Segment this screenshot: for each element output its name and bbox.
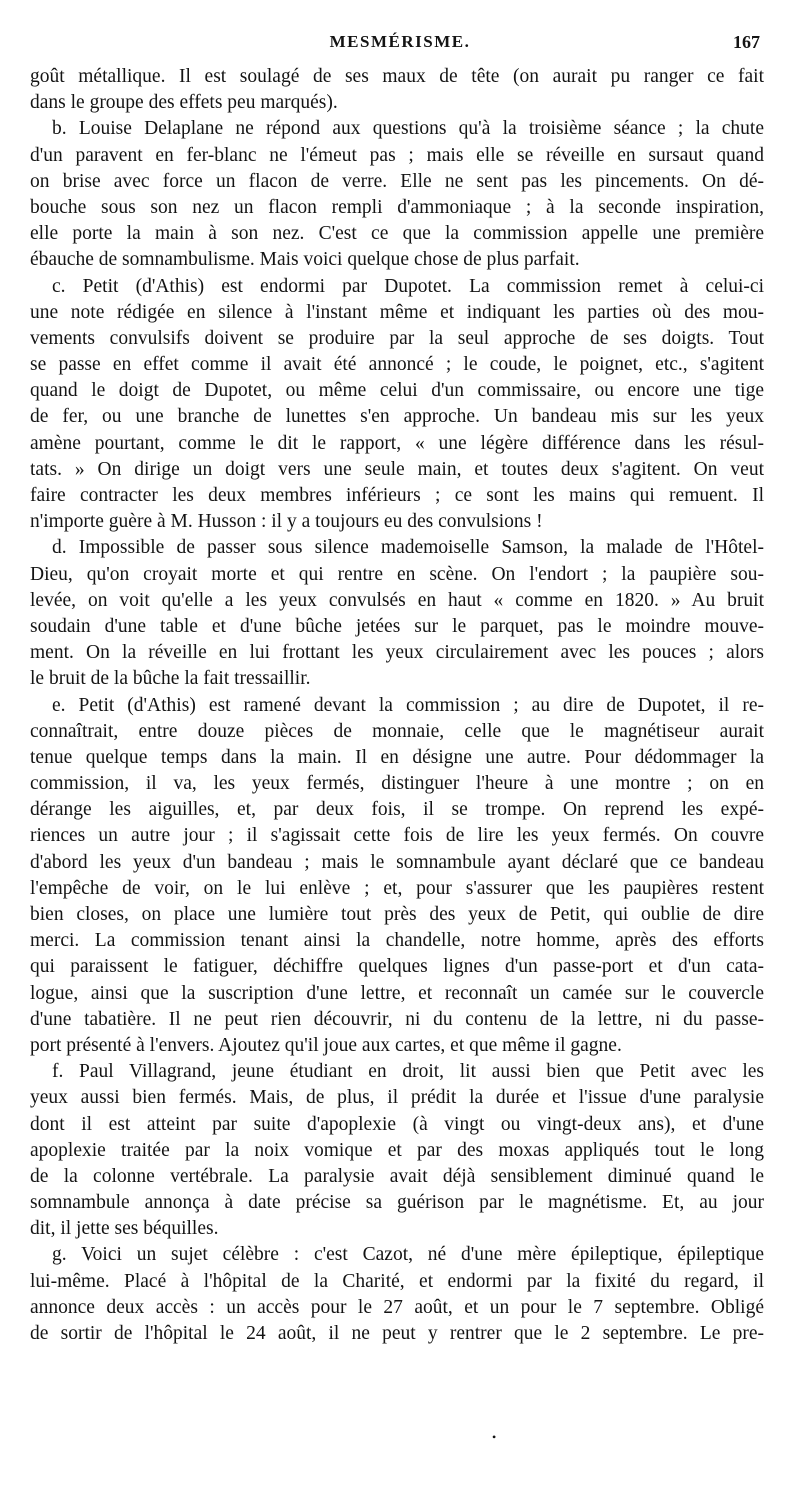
text-line: soudain d'une table et d'une bûche jetées sur le parquet, pas le moindre mouve-: [30, 615, 764, 637]
text-line: de fer, ou une branche de lunettes s'en approche. Un bandeau mis sur les yeux: [30, 406, 764, 428]
page-header: [30, 32, 770, 58]
text-line: ébauche de somnambulisme. Mais voici quelque chose de plus parfait.: [30, 249, 580, 271]
body-text: [30, 64, 764, 1347]
text-line: g. Voici un sujet célèbre : c'est Cazot, né d'une mère épileptique, épileptique: [52, 1244, 764, 1266]
text-line: goût métallique. Il est soulagé de ses maux de tête (on aurait pu ranger ce fait: [30, 66, 764, 87]
footer-ornament: •: [492, 1430, 497, 1444]
text-line: dérange les aiguilles, et, par deux fois, il se trompe. On reprend les expé-: [30, 799, 764, 821]
text-line: tats. » On dirige un doigt vers une seule main, et toutes deux s'agitent. On veut: [30, 458, 764, 480]
text-line: ment. On la réveille en lui frottant les yeux circulairement avec les pouces ; alors: [30, 642, 764, 664]
text-line: f. Paul Villagrand, jeune étudiant en droit, lit aussi bien que Petit avec les: [52, 1061, 764, 1083]
text-line: d. Impossible de passer sous silence mademoiselle Samson, la malade de l'Hôtel-: [52, 537, 764, 559]
text-line: logue, ainsi que la suscription d'une lettre, et reconnaît un camée sur le couvercle: [30, 982, 764, 1004]
text-line: port présenté à l'envers. Ajoutez qu'il joue aux cartes, et que même il gagne.: [30, 1034, 622, 1056]
text-line: bien closes, on place une lumière tout près des yeux de Petit, qui oublie de dire: [30, 904, 764, 925]
text-line: le bruit de la bûche la fait tressaillir.: [30, 668, 311, 690]
text-line: Dieu, qu'on croyait morte et qui rentre en scène. On l'endort ; la paupière sou-: [30, 563, 764, 585]
text-line: quand le doigt de Dupotet, ou même celui d'un commissaire, ou encore une tige: [30, 380, 764, 402]
page-number: 167: [733, 32, 760, 52]
text-line: e. Petit (d'Athis) est ramené devant la commission ; au dire de Dupotet, il re-: [52, 694, 764, 716]
text-line: commission, il va, les yeux fermés, distinguer l'heure à une montre ; on en: [30, 773, 764, 795]
text-line: apoplexie traitée par la noix vomique et par des moxas appliqués tout le long: [30, 1139, 764, 1161]
text-line: b. Louise Delaplane ne répond aux questions qu'à la troisième séance ; la chute: [52, 118, 764, 140]
text-line: on brise avec force un flacon de verre. Elle ne sent pas les pincements. On dé-: [30, 170, 764, 192]
text-line: dont il est atteint par suite d'apoplexie (à vingt ou vingt-deux ans), et d'une: [30, 1113, 764, 1135]
text-line: elle porte la main à son nez. C'est ce que la commission appelle une première: [30, 223, 764, 245]
text-line: riences un autre jour ; il s'agissait cette fois de lire les yeux fermés. On couvre: [30, 825, 764, 847]
text-line: bouche sous son nez un flacon rempli d'ammoniaque ; à la seconde inspiration,: [30, 196, 764, 218]
text-line: n'importe guère à M. Husson : il y a toujours eu des convulsions !: [30, 511, 543, 533]
text-line: somnambule annonça à date précise sa guérison par le magnétisme. Et, au jour: [30, 1192, 764, 1214]
text-line: se passe en effet comme il avait été annoncé ; le coude, le poignet, etc., s'agitent: [30, 354, 764, 376]
running-title: MESMÉRISME.: [329, 32, 471, 51]
text-line: levée, on voit qu'elle a les yeux convulsés en haut « comme en 1820. » Au bruit: [30, 589, 764, 611]
text-line: l'empêche de voir, on le lui enlève ; et, pour s'assurer que les paupières restent: [30, 877, 764, 899]
text-line: dit, il jette ses béquilles.: [30, 1218, 219, 1240]
text-line: amène pourtant, comme le dit le rapport, « une légère différence dans les résul-: [30, 432, 764, 454]
text-line: vements convulsifs doivent se produire par la seul approche de ses doigts. Tout: [30, 327, 764, 349]
text-line: une note rédigée en silence à l'instant même et indiquant les parties où des mou-: [30, 301, 764, 323]
text-line: lui-même. Placé à l'hôpital de la Charité, et endormi par la fixité du regard, il: [30, 1270, 764, 1292]
text-line: merci. La commission tenant ainsi la chandelle, notre homme, après des efforts: [30, 930, 764, 952]
text-line: connaîtrait, entre douze pièces de monnaie, celle que le magnétiseur aurait: [30, 720, 764, 742]
text-line: d'un paravent en fer-blanc ne l'émeut pas ; mais elle se réveille en sursaut quand: [30, 144, 764, 166]
text-line: qui paraissent le fatiguer, déchiffre quelques lignes d'un passe-port et d'un cata-: [30, 956, 764, 978]
text-line: tenue quelque temps dans la main. Il en désigne une autre. Pour dédommager la: [30, 746, 764, 768]
text-line: yeux aussi bien fermés. Mais, de plus, il prédit la durée et l'issue d'une paralysie: [30, 1087, 764, 1109]
text-line: de la colonne vertébrale. La paralysie avait déjà sensiblement diminué quand le: [30, 1165, 764, 1187]
text-line: faire contracter les deux membres inférieurs ; ce sont les mains qui remuent. Il: [30, 485, 764, 506]
text-line: d'abord les yeux d'un bandeau ; mais le somnambule ayant déclaré que ce bandeau: [30, 851, 764, 873]
text-line: de sortir de l'hôpital le 24 août, il ne peut y rentrer que le 2 septembre. Le pre-: [30, 1323, 764, 1344]
text-line: dans le groupe des effets peu marqués).: [30, 92, 338, 114]
text-line: annonce deux accès : un accès pour le 27 août, et un pour le 7 septembre. Obligé: [30, 1296, 764, 1318]
text-line: d'une tabatière. Il ne peut rien découvrir, ni du contenu de la lettre, ni du passe-: [30, 1008, 764, 1030]
text-line: c. Petit (d'Athis) est endormi par Dupotet. La commission remet à celui-ci: [52, 275, 764, 297]
